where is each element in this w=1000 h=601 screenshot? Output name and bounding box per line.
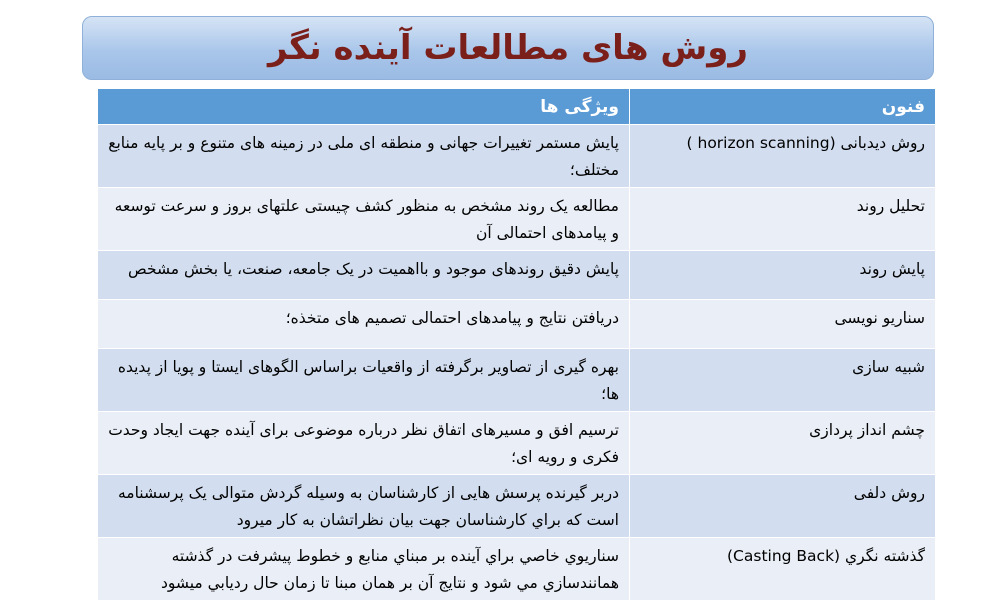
table-row bbox=[98, 251, 936, 300]
technique-cell: تحلیل روند bbox=[630, 188, 936, 251]
table-row bbox=[98, 475, 936, 538]
technique-cell: روش دلفی bbox=[630, 475, 936, 538]
table-row bbox=[98, 125, 936, 188]
technique-cell: چشم انداز پردازی bbox=[630, 412, 936, 475]
technique-cell: شبیه سازی bbox=[630, 349, 936, 412]
title-banner bbox=[82, 16, 934, 80]
feature-cell: ترسیم افق و مسیرهای اتفاق نظر درباره موضوعی برای آینده جهت ایجاد وحدت فکری و رویه ای؛ bbox=[98, 412, 630, 475]
table-row bbox=[98, 412, 936, 475]
feature-cell: دربر گیرنده پرسش هایی از کارشناسان به وسیله گردش متوالی یک پرسشنامه است که براي کارشناسان جهت بیان نظراتشان به کار میرود bbox=[98, 475, 630, 538]
techniques-table bbox=[97, 88, 936, 601]
technique-cell: گذشته نگري (Casting Back) bbox=[630, 538, 936, 601]
technique-cell: سناریو نویسی bbox=[630, 300, 936, 349]
header-techniques: فنون bbox=[630, 89, 936, 125]
feature-cell: پایش مستمر تغییرات جهانی و منطقه ای ملی در زمینه های متنوع و بر پایه منابع مختلف؛ bbox=[98, 125, 630, 188]
page-title: روش های مطالعات آینده نگر bbox=[267, 28, 748, 68]
table-row bbox=[98, 538, 936, 601]
feature-cell: پایش دقیق روندهای موجود و بااهمیت در یک جامعه، صنعت، یا بخش مشخص bbox=[98, 251, 630, 300]
technique-cell: پایش روند bbox=[630, 251, 936, 300]
table-header-row bbox=[98, 89, 936, 125]
table-row bbox=[98, 300, 936, 349]
table-row bbox=[98, 188, 936, 251]
feature-cell: مطالعه یک روند مشخص به منظور کشف چیستی علتهای بروز و سرعت توسعه و پیامدهای احتمالی آن bbox=[98, 188, 630, 251]
table-row bbox=[98, 349, 936, 412]
feature-cell: دریافتن نتایج و پیامدهای احتمالی تصمیم های متخذه؛ bbox=[98, 300, 630, 349]
feature-cell: سناريوي خاصي براي آينده بر مبناي منابع و خطوط پيشرفت در گذشته همانندسازي مي شود و نتايج آن بر همان مبنا تا زمان حال رديابي ميشود bbox=[98, 538, 630, 601]
technique-cell: روش دیدبانی (horizon scanning ) bbox=[630, 125, 936, 188]
feature-cell: بهره گیری از تصاویر برگرفته از واقعیات براساس الگوهای ایستا و پویا از پدیده ها؛ bbox=[98, 349, 630, 412]
header-features: ویژگی ها bbox=[98, 89, 630, 125]
